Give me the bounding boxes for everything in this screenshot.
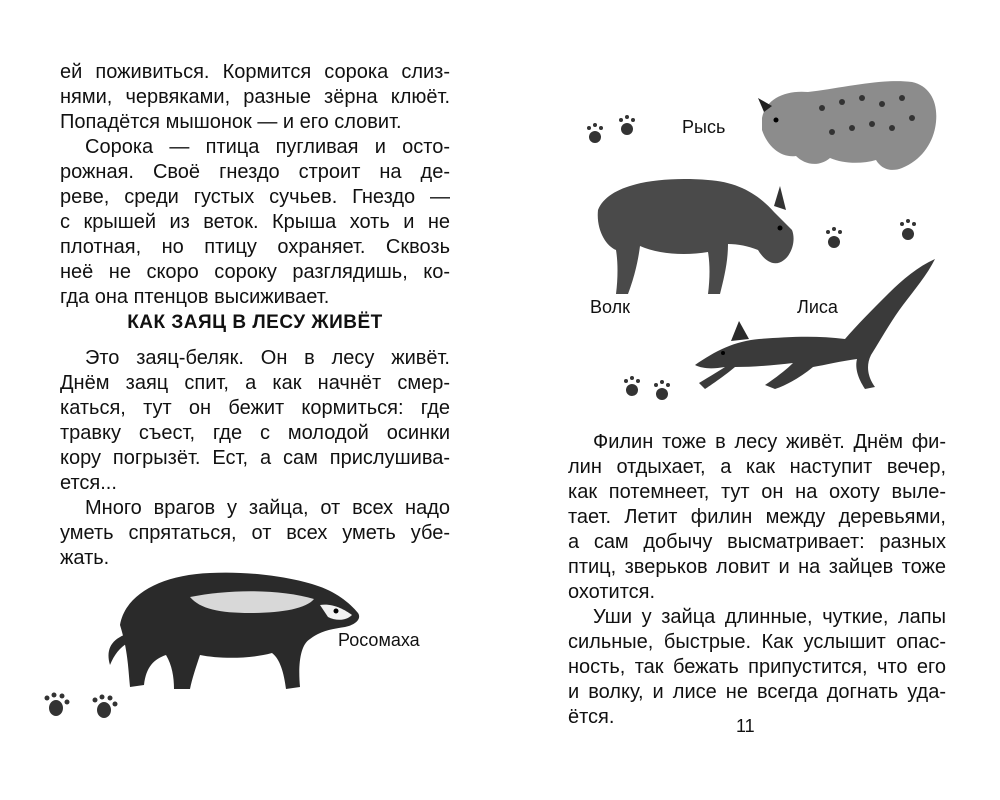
text-line: ётся.: [568, 706, 615, 728]
paw-prints-icon: [620, 372, 680, 407]
text-line: Днём заяц спит, а как начнёт смер-: [60, 372, 450, 394]
text-line: ется...: [60, 472, 117, 494]
text-line: тает. Летит филин между деревьями,: [568, 506, 946, 528]
text-line: кору погрызёт. Ест, а сам прислушива-: [60, 447, 450, 469]
paragraph-magpie: [60, 135, 450, 310]
lynx-caption: Рысь: [682, 117, 726, 137]
text-line: неё не скоро сороку разглядишь, ко-: [60, 261, 450, 283]
text-line: и волку, и лисе не всегда догнать уда-: [568, 681, 946, 703]
text-line: Филин тоже в лесу живёт. Днём фи-: [593, 431, 946, 453]
text-line: плотная, но птицу охраняет. Сквозь: [60, 236, 450, 258]
text-line: реве, среди густых сучьев. Гнездо —: [60, 186, 450, 208]
text-line: каться, тут он бежит кормиться: где: [60, 397, 450, 419]
wolverine-caption: Росомаха: [338, 630, 420, 650]
fox-caption: Лиса: [797, 297, 838, 317]
text-line: с крышей из веток. Крыша хоть и не: [60, 211, 450, 233]
text-line: Уши у зайца длинные, чуткие, лапы: [593, 606, 946, 628]
left-text-column-2: [60, 346, 450, 571]
paragraph-hare: [60, 346, 450, 496]
text-line: Сорока — птица пугливая и осто-: [85, 136, 450, 158]
fox-illustration: [695, 255, 940, 400]
text-line: птиц, зверьков ловит и на зайцев тоже: [568, 556, 946, 578]
paw-prints-icon: [42, 690, 132, 725]
paragraph-intro: [60, 60, 450, 135]
text-line: нями, червяками, разные зёрна клюёт.: [60, 86, 450, 108]
text-line: ность, так бежать припустится, что его: [568, 656, 946, 678]
paw-prints-icon: [583, 115, 643, 150]
text-line: Это заяц-беляк. Он в лесу живёт.: [85, 347, 450, 369]
text-line: как потемнеет, тут он на охоту выле-: [568, 481, 946, 503]
text-line: охотится.: [568, 581, 656, 603]
page-number: 11: [736, 716, 755, 736]
text-line: ей поживиться. Кормится сорока слиз-: [60, 61, 450, 83]
text-line: уметь спрятаться, от всех уметь убе-: [60, 522, 450, 544]
paragraph-ears: [568, 605, 946, 730]
text-line: гда она птенцов высиживает.: [60, 286, 330, 308]
right-text-column: [568, 430, 946, 730]
text-line: жать.: [60, 547, 110, 569]
text-line: а сам добычу высматривает: разных: [568, 531, 946, 553]
paragraph-owl: [568, 430, 946, 605]
text-line: лин отдыхает, а как наступит вечер,: [568, 456, 946, 478]
text-line: сильные, быстрые. Как услышит опас-: [568, 631, 946, 653]
wolverine-illustration: [100, 555, 370, 705]
section-heading: КАК ЗАЯЦ В ЛЕСУ ЖИВЁТ: [127, 312, 383, 333]
text-line: рожная. Своё гнездо строит на де-: [60, 161, 450, 183]
left-text-column: [60, 60, 450, 310]
text-line: травку съест, где с молодой осинки: [60, 422, 450, 444]
text-line: Много врагов у зайца, от всех надо: [85, 497, 450, 519]
wolf-caption: Волк: [590, 297, 630, 317]
paw-prints-icon: [820, 218, 930, 253]
lynx-illustration: [752, 68, 942, 183]
text-line: Попадётся мышонок — и его словит.: [60, 111, 402, 133]
